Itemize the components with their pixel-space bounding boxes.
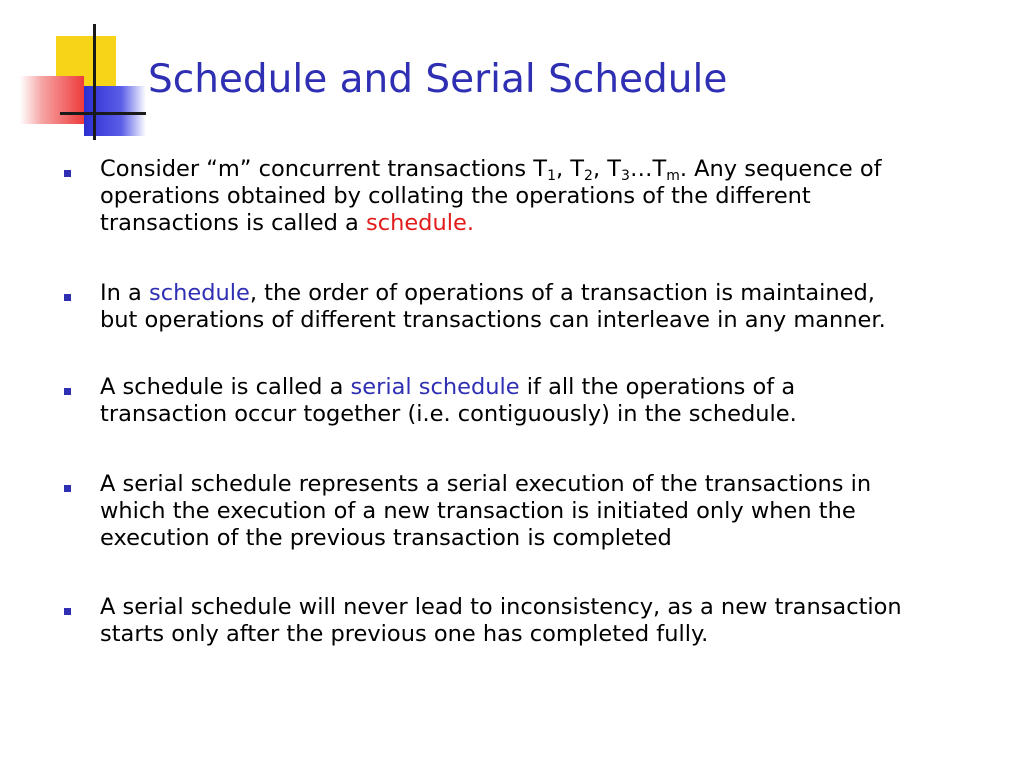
bullet-text-2 xyxy=(100,280,1000,334)
bullet-5-line-2: starts only after the previous one has completed fully. xyxy=(100,621,709,647)
bullet-text-3 xyxy=(100,374,1000,428)
bullet-square-icon xyxy=(64,485,71,492)
bullet-2-line-1: In a schedule, the order of operations of a transaction is maintained, xyxy=(100,280,875,306)
bullet-square-icon xyxy=(64,388,71,395)
bullet-text-4 xyxy=(100,471,1000,552)
bullet-square-icon xyxy=(64,294,71,301)
bullet-1-line-1: Consider “m” concurrent transactions $T_1$, $T_2$, $T_3\dots T_m$. Any sequence of xyxy=(100,156,882,184)
bullet-1-line-3: transactions is called a schedule. xyxy=(100,210,474,236)
bullet-4-line-2: which the execution of a new transaction is initiated only when the xyxy=(100,498,856,524)
term-serial-schedule: serial schedule xyxy=(350,374,520,400)
bullet-text-1 xyxy=(100,156,1000,237)
term-schedule-red: schedule. xyxy=(365,210,474,236)
bullet-square-icon xyxy=(64,608,71,615)
bullet-5-line-1: A serial schedule will never lead to inconsistency, as a new transaction xyxy=(100,594,902,620)
slide-title: Schedule and Serial Schedule xyxy=(148,57,728,102)
bullet-square-icon xyxy=(64,170,71,177)
bullet-3-line-2: transaction occur together (i.e. contiguously) in the schedule. xyxy=(100,401,797,427)
term-schedule-blue: schedule xyxy=(149,280,250,306)
bullet-1-line-2: operations obtained by collating the operations of the different xyxy=(100,183,811,209)
bullet-4-line-1: A serial schedule represents a serial execution of the transactions in xyxy=(100,471,872,497)
bullet-4-line-3: execution of the previous transaction is completed xyxy=(100,525,672,551)
bullet-2-line-2: but operations of different transactions can interleave in any manner. xyxy=(100,307,886,333)
bullet-text-5 xyxy=(100,594,1000,648)
bullet-3-line-1: A schedule is called a serial schedule if all the operations of a xyxy=(100,374,796,400)
